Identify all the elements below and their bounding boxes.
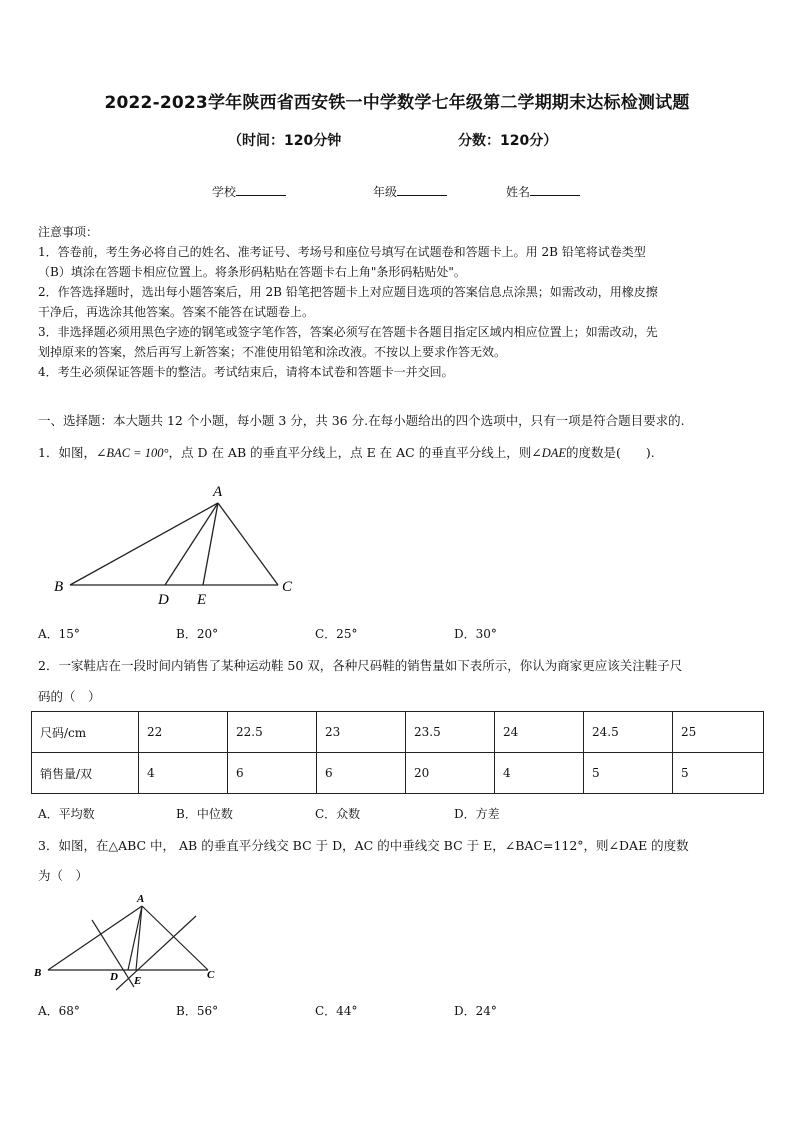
- name-blank[interactable]: [530, 184, 580, 196]
- q3-edge-ba: [48, 906, 142, 970]
- q1-label-e: E: [197, 592, 207, 608]
- notes-line: 干净后，再选涂其他答案。答案不能答在试题卷上。: [38, 305, 315, 319]
- notes-line: 1．答卷前，考生务必将自己的姓名、准考证号、考场号和座位号填写在试题卷和答题卡上。用 2B 铅笔将试卷类型: [38, 245, 646, 259]
- table-cell: 22.5: [228, 712, 317, 753]
- q2-table: [31, 711, 764, 794]
- table-header-cell: 尺码/cm: [32, 712, 139, 753]
- school-label: 学校: [212, 185, 237, 199]
- q1-label-b: B: [54, 579, 64, 595]
- q3-bisector-ac: [116, 916, 196, 990]
- table-cell: 22: [139, 712, 228, 753]
- notes-line: 划掉原来的答案，然后再写上新答案；不准使用铅笔和涂改液。不按以上要求作答无效。: [38, 345, 507, 359]
- notes-block: [38, 222, 658, 382]
- q1-label-d: D: [158, 592, 169, 608]
- table-cell: 4: [495, 753, 584, 794]
- q3-label-b: B: [34, 967, 42, 979]
- grade-label: 年级: [373, 185, 398, 199]
- q2-option-a[interactable]: A．平均数: [38, 807, 95, 821]
- q3-figure: [30, 888, 230, 998]
- notes-line: 4．考生必须保证答题卡的整洁。考试结束后，请将本试卷和答题卡一并交回。: [38, 365, 454, 379]
- q1-text-b: ，点 D 在 AB 的垂直平分线上，点 E 在 AC 的垂直平分线上，则: [168, 445, 532, 460]
- table-header-cell: 销售量/双: [32, 753, 139, 794]
- page-title: 2022-2023学年陕西省西安铁一中学数学七年级第二学期期末达标检测试题: [104, 93, 690, 113]
- notes-heading: 注意事项：: [38, 225, 99, 239]
- q2-option-d[interactable]: D．方差: [454, 807, 500, 821]
- table-cell: 6: [317, 753, 406, 794]
- q3-label-a: A: [137, 893, 145, 905]
- table-cell: 25: [673, 712, 764, 753]
- q1-option-d[interactable]: D．30°: [454, 627, 497, 641]
- school-field: [212, 183, 286, 200]
- q1-option-c[interactable]: C．25°: [315, 627, 358, 641]
- name-field: [506, 183, 580, 200]
- q1-text-a: 1．如图，: [38, 445, 96, 460]
- q3-option-d[interactable]: D．24°: [454, 1004, 497, 1018]
- q2-option-c[interactable]: C．众数: [315, 807, 361, 821]
- exam-score: 分数：120分）: [458, 133, 558, 149]
- q3-label-d: D: [110, 971, 118, 983]
- table-cell: 5: [673, 753, 764, 794]
- q3-edge-ac: [142, 906, 208, 970]
- q1-label-c: C: [282, 579, 293, 595]
- q1-math-dae: ∠DAE: [531, 446, 567, 460]
- table-cell: 6: [228, 753, 317, 794]
- q3-label-e: E: [134, 975, 142, 987]
- exam-time: （时间：120分钟: [228, 133, 342, 149]
- q2-option-b[interactable]: B．中位数: [176, 807, 233, 821]
- q1-edge-ba: [70, 503, 218, 585]
- q3-option-a[interactable]: A．68°: [38, 1004, 80, 1018]
- q2-stem-line2: 码的（ ）: [38, 689, 101, 704]
- notes-line: 3．非选择题必须用黑色字迹的钢笔或签字笔作答，答案必须写在答题卡各题目指定区域内相应位置上；如需改动，先: [38, 325, 658, 339]
- q1-figure: [40, 478, 310, 613]
- q3-option-b[interactable]: B．56°: [176, 1004, 219, 1018]
- table-cell: 23.5: [406, 712, 495, 753]
- notes-line: （B）填涂在答题卡相应位置上。将条形码粘贴在答题卡右上角"条形码粘贴处"。: [38, 265, 466, 279]
- name-label: 姓名: [506, 185, 531, 199]
- question-1-stem: [38, 443, 655, 461]
- q2-stem-line1: 2．一家鞋店在一段时间内销售了某种运动鞋 50 双，各种尺码鞋的销售量如下表所示，你认为商家更应该关注鞋子尺: [38, 658, 683, 673]
- table-cell: 24: [495, 712, 584, 753]
- table-cell: 23: [317, 712, 406, 753]
- q1-option-b[interactable]: B．20°: [176, 627, 219, 641]
- q3-stem-line1: 3．如图，在△ABC 中， AB 的垂直平分线交 BC 于 D，AC 的中垂线交 BC 于 E，∠BAC=112°，则∠DAE 的度数: [38, 838, 689, 853]
- grade-blank[interactable]: [397, 184, 447, 196]
- table-row: [32, 712, 764, 753]
- q3-segment-ad: [128, 906, 142, 970]
- table-cell: 20: [406, 753, 495, 794]
- q1-text-c: 的度数是( ).: [566, 445, 655, 460]
- q1-math-bac: ∠BAC = 100°: [95, 446, 169, 460]
- q1-option-a[interactable]: A．15°: [38, 627, 80, 641]
- q3-stem-line2: 为（ ）: [38, 868, 89, 883]
- table-cell: 24.5: [584, 712, 673, 753]
- table-cell: 4: [139, 753, 228, 794]
- q3-label-c: C: [207, 969, 215, 981]
- table-cell: 5: [584, 753, 673, 794]
- grade-field: [373, 183, 447, 200]
- q3-segment-ae: [136, 906, 142, 970]
- q1-edge-ac: [218, 503, 278, 585]
- table-row: [32, 753, 764, 794]
- q3-option-c[interactable]: C．44°: [315, 1004, 358, 1018]
- section-heading: 一、选择题：本大题共 12 个小题，每小题 3 分，共 36 分.在每小题给出的四个选项中，只有一项是符合题目要求的.: [38, 413, 685, 428]
- school-blank[interactable]: [236, 184, 286, 196]
- notes-line: 2．作答选择题时，选出每小题答案后，用 2B 铅笔把答题卡上对应题目选项的答案信息点涂黑；如需改动，用橡皮擦: [38, 285, 658, 299]
- q1-label-a: A: [213, 484, 223, 500]
